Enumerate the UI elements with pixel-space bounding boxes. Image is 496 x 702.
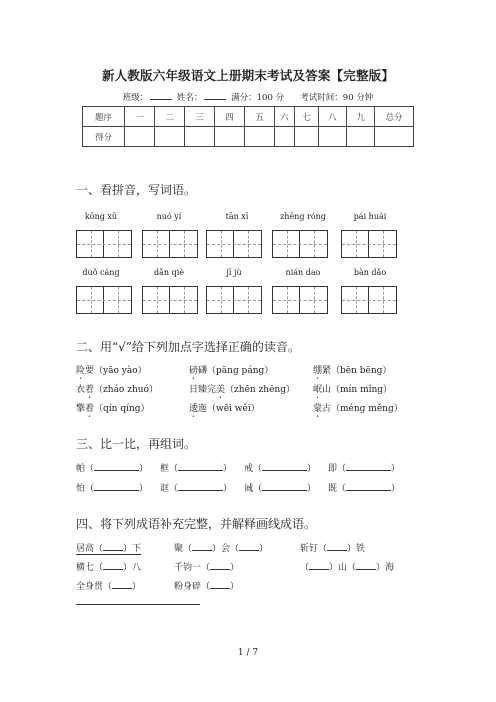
score-cell[interactable] bbox=[245, 127, 275, 147]
score-cell[interactable] bbox=[185, 127, 215, 147]
idiom-item: 全身贯（ ） bbox=[76, 579, 141, 592]
answer-blank[interactable] bbox=[178, 461, 223, 471]
header-cell: 七 bbox=[295, 107, 319, 127]
idiom-item: 斩钉（ ）铁 bbox=[300, 541, 365, 554]
section-title: 看拼音，写词语。 bbox=[100, 183, 197, 197]
writing-box[interactable] bbox=[206, 230, 262, 258]
writing-box[interactable] bbox=[206, 286, 262, 314]
score-cell[interactable] bbox=[215, 127, 245, 147]
answer-blank[interactable] bbox=[94, 481, 139, 491]
idiom-item: 聚（ ）会（ ） bbox=[174, 541, 268, 554]
header-cell: 题序 bbox=[83, 107, 125, 127]
name-label: 姓名： bbox=[176, 93, 203, 103]
section-title: 用“√”给下列加点字选择正确的读音。 bbox=[100, 340, 300, 354]
score-header-row bbox=[83, 107, 414, 127]
score-value-row bbox=[83, 127, 414, 147]
header-cell: 三 bbox=[185, 107, 215, 127]
answer-blank[interactable] bbox=[210, 560, 230, 570]
pinyin-label: jī jù bbox=[226, 268, 242, 277]
writing-box[interactable] bbox=[76, 230, 132, 258]
word-item: 戒（ ） bbox=[244, 461, 316, 474]
writing-box[interactable] bbox=[341, 230, 397, 258]
idiom-item: （ ）山（ ）海 bbox=[300, 560, 394, 573]
answer-blank[interactable] bbox=[239, 541, 259, 551]
class-blank[interactable] bbox=[150, 90, 172, 100]
pinyin-label: tān xī bbox=[225, 212, 249, 221]
writing-box[interactable] bbox=[142, 286, 198, 314]
pinyin-label: dǎn qiè bbox=[154, 268, 184, 277]
pinyin-label: kōng xū bbox=[84, 212, 118, 221]
explanation-line[interactable] bbox=[76, 604, 200, 605]
writing-box[interactable] bbox=[341, 286, 397, 314]
writing-box[interactable] bbox=[142, 230, 198, 258]
answer-blank[interactable] bbox=[94, 461, 139, 471]
answer-blank[interactable] bbox=[309, 560, 329, 570]
header-cell: 总分 bbox=[375, 107, 414, 127]
word-item: 怕（ ） bbox=[76, 481, 148, 494]
word-item: 即（ ） bbox=[328, 461, 400, 474]
word-item: 帕（ ） bbox=[76, 461, 148, 474]
page-number: 1 / 7 bbox=[237, 648, 259, 658]
answer-blank[interactable] bbox=[262, 481, 307, 491]
answer-blank[interactable] bbox=[103, 560, 123, 570]
answer-blank[interactable] bbox=[346, 481, 391, 491]
section-number: 四、 bbox=[76, 517, 101, 531]
section-2-heading bbox=[76, 338, 300, 355]
choice-item[interactable]: 衣着（zháo zhuó） bbox=[76, 385, 158, 395]
word-item: 既（ ） bbox=[328, 481, 400, 494]
header-cell: 六 bbox=[275, 107, 295, 127]
answer-blank[interactable] bbox=[192, 541, 212, 551]
score-cell[interactable] bbox=[347, 127, 375, 147]
name-blank[interactable] bbox=[204, 90, 226, 100]
writing-box[interactable] bbox=[272, 230, 328, 258]
score-cell[interactable] bbox=[319, 127, 347, 147]
answer-blank[interactable] bbox=[210, 579, 230, 589]
choice-item[interactable]: 蒙古（méng měng） bbox=[313, 404, 403, 414]
header-cell: 八 bbox=[319, 107, 347, 127]
idiom-item: 横七（ ）八 bbox=[76, 560, 141, 573]
choice-item[interactable]: 绷紧（bēn bēng） bbox=[313, 366, 392, 376]
word-item: 框（ ） bbox=[160, 461, 232, 474]
pinyin-label: nuó yí bbox=[156, 212, 182, 221]
choice-item[interactable]: 擎着（qín qíng） bbox=[76, 404, 150, 414]
score-cell[interactable] bbox=[375, 127, 414, 147]
section-number: 三、 bbox=[76, 437, 101, 451]
header-cell: 九 bbox=[347, 107, 375, 127]
writing-box[interactable] bbox=[272, 286, 328, 314]
header-cell: 一 bbox=[125, 107, 155, 127]
exam-time: 考试时间：90 分钟 bbox=[300, 93, 374, 103]
section-title: 将下列成语补充完整，并解释画线成语。 bbox=[100, 517, 317, 531]
score-cell[interactable] bbox=[125, 127, 155, 147]
section-number: 一、 bbox=[76, 183, 101, 197]
pinyin-label: zhēng róng bbox=[280, 212, 326, 221]
word-item: 诓（ ） bbox=[160, 481, 232, 494]
pinyin-label: duǒ cáng bbox=[82, 268, 120, 277]
score-cell[interactable] bbox=[295, 127, 319, 147]
choice-item[interactable]: 逶迤（wēi wěi） bbox=[189, 404, 260, 414]
writing-box[interactable] bbox=[76, 286, 132, 314]
page-title: 新人教版六年级语文上册期末考试及答案【完整版】 bbox=[101, 68, 395, 83]
score-table bbox=[82, 106, 414, 147]
section-4-heading bbox=[76, 515, 316, 532]
answer-blank[interactable] bbox=[327, 541, 347, 551]
exam-info bbox=[0, 90, 496, 103]
choice-item[interactable]: 磅礴（pāng páng） bbox=[189, 366, 274, 376]
idiom-item bbox=[76, 541, 141, 554]
header-cell: 二 bbox=[155, 107, 185, 127]
idiom-item: 千钧一（ ） bbox=[174, 560, 239, 573]
section-title: 比一比，再组词。 bbox=[100, 437, 197, 451]
answer-blank[interactable] bbox=[346, 461, 391, 471]
score-cell[interactable] bbox=[275, 127, 295, 147]
header-cell: 五 bbox=[245, 107, 275, 127]
answer-blank[interactable] bbox=[112, 579, 132, 589]
full-score: 满分：100 分 bbox=[231, 93, 285, 103]
header-cell: 四 bbox=[215, 107, 245, 127]
choice-item[interactable]: 日臻完美（zhēn zhēng） bbox=[189, 385, 295, 395]
answer-blank[interactable] bbox=[178, 481, 223, 491]
section-1-heading bbox=[76, 181, 196, 198]
pinyin-label: nián dao bbox=[285, 268, 321, 277]
score-cell[interactable] bbox=[155, 127, 185, 147]
row-label: 得分 bbox=[83, 127, 125, 147]
pinyin-label: bàn dǎo bbox=[353, 268, 387, 277]
answer-blank[interactable] bbox=[262, 461, 307, 471]
answer-blank[interactable] bbox=[356, 560, 376, 570]
word-item: 诫（ ） bbox=[244, 481, 316, 494]
underlined-idiom: 居高（ ）下 bbox=[76, 544, 141, 555]
section-3-heading bbox=[76, 435, 196, 452]
choice-item[interactable]: 险要（yāo yào） bbox=[76, 366, 147, 376]
class-label: 班级： bbox=[122, 93, 149, 103]
section-number: 二、 bbox=[76, 340, 101, 354]
pinyin-label: pái huái bbox=[353, 212, 387, 221]
choice-item[interactable]: 岷山（mín mǐng） bbox=[313, 385, 393, 395]
answer-blank[interactable] bbox=[103, 541, 123, 551]
idiom-item: 粉身碎（ ） bbox=[174, 579, 239, 592]
